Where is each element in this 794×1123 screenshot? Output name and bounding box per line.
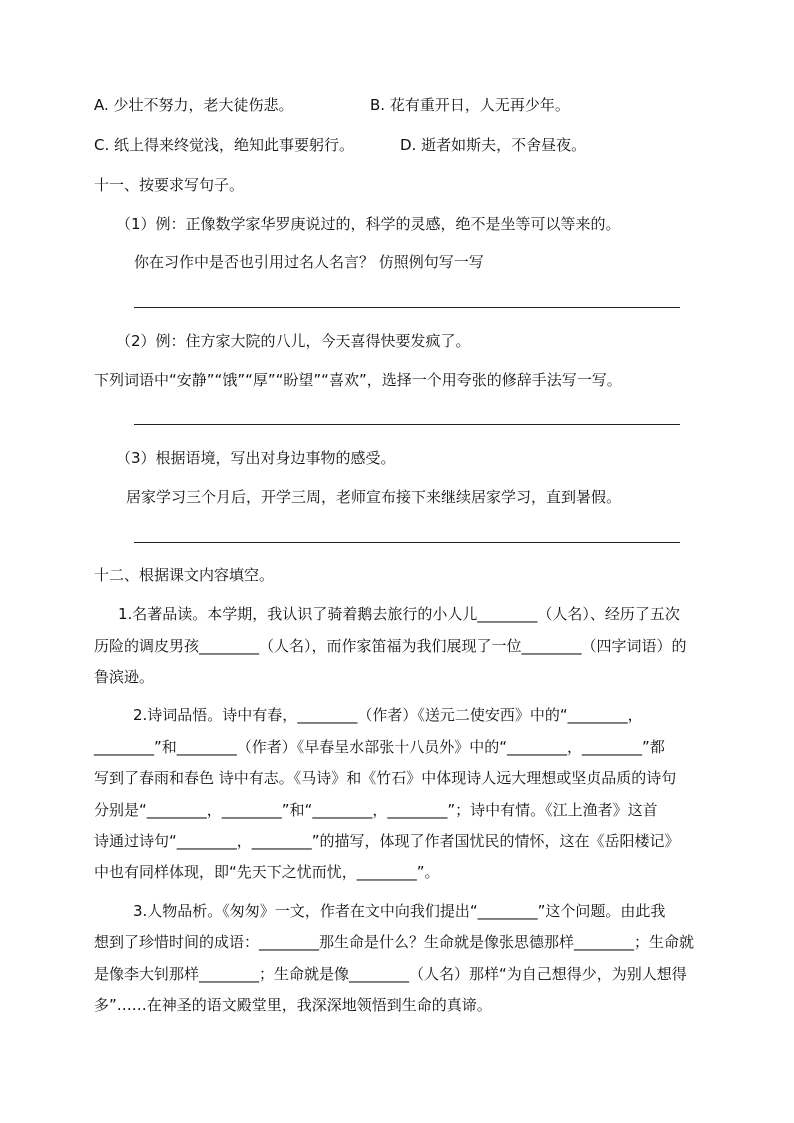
p1-line-3: 鲁滨逊。 <box>94 668 155 686</box>
q2-example: （2）例：住方家大院的八儿，今天喜得快要发疯了。 <box>116 332 471 350</box>
p1-line-2: 历险的调皮男孩________（人名），而作家笛福为我们展现了一位________（四字词语）的 <box>94 637 687 655</box>
section-12-title: 十二、根据课文内容填空。 <box>94 566 275 584</box>
p2-line-5: 诗通过诗句“________，________”的描写，体现了作者国忧民的情怀，这在《岳阳楼记》 <box>94 832 680 850</box>
p2-line-3: 写到了春雨和春色 诗中有志。《马诗》和《竹石》中体现诗人远大理想或坚贞品质的诗句 <box>94 769 677 787</box>
q3-example: （3）根据语境，写出对身边事物的感受。 <box>116 449 396 467</box>
q1-example: （1）例：正像数学家华罗庚说过的，科学的灵感，绝不是坐等可以等来的。 <box>116 215 621 233</box>
q1-answer-line[interactable] <box>134 307 680 308</box>
q3-answer-line[interactable] <box>134 542 680 543</box>
q2-answer-line[interactable] <box>134 424 680 425</box>
option-a: A. 少壮不努力，老大徒伤悲。 <box>94 96 294 114</box>
p3-line-2: 想到了珍惜时间的成语：________那生命是什么？生命就是像张思德那样________；生命就 <box>94 933 695 951</box>
option-d: D. 逝者如斯夫，不舍昼夜。 <box>400 136 587 154</box>
q3-prompt: 居家学习三个月后，开学三周，老师宣布接下来继续居家学习，直到暑假。 <box>126 488 622 506</box>
q1-prompt: 你在习作中是否也引用过名人名言？ 仿照例句写一写 <box>134 253 484 271</box>
p2-line-6: 中也有同样体现，即“先天下之忧而忧，________”。 <box>94 863 440 881</box>
p2-line-1: 2.诗词品悟。诗中有春，________（作者）《送元二使安西》中的“________， <box>133 706 643 724</box>
p3-line-3: 是像李大钊那样________；生命就是像________（人名）那样“为自己想得少，为别人想得 <box>94 965 687 983</box>
q2-prompt: 下列词语中“安静”“饿”“厚”“盼望”“喜欢”，选择一个用夸张的修辞手法写一写。 <box>94 371 622 389</box>
section-11-title: 十一、按要求写句子。 <box>94 176 245 194</box>
p3-line-4: 多”……在神圣的语文殿堂里，我深深地领悟到生命的真谛。 <box>94 996 492 1014</box>
p3-line-1: 3.人物品析。《匆匆》一文，作者在文中向我们提出“________”这个问题。由此我 <box>133 902 666 920</box>
p2-line-4: 分别是“________，________”和“________，________”；诗中有情。《江上渔者》这首 <box>94 801 658 819</box>
option-b: B. 花有重开日，人无再少年。 <box>370 96 570 114</box>
option-c: C. 纸上得来终觉浅，绝知此事要躬行。 <box>94 136 355 154</box>
p1-line-1: 1.名著品读。本学期，我认识了骑着鹅去旅行的小人儿________（人名）、经历了五次 <box>118 605 680 623</box>
p2-line-2: ________”和________（作者）《早春呈水部张十八员外》中的“________，________”都 <box>94 738 665 756</box>
